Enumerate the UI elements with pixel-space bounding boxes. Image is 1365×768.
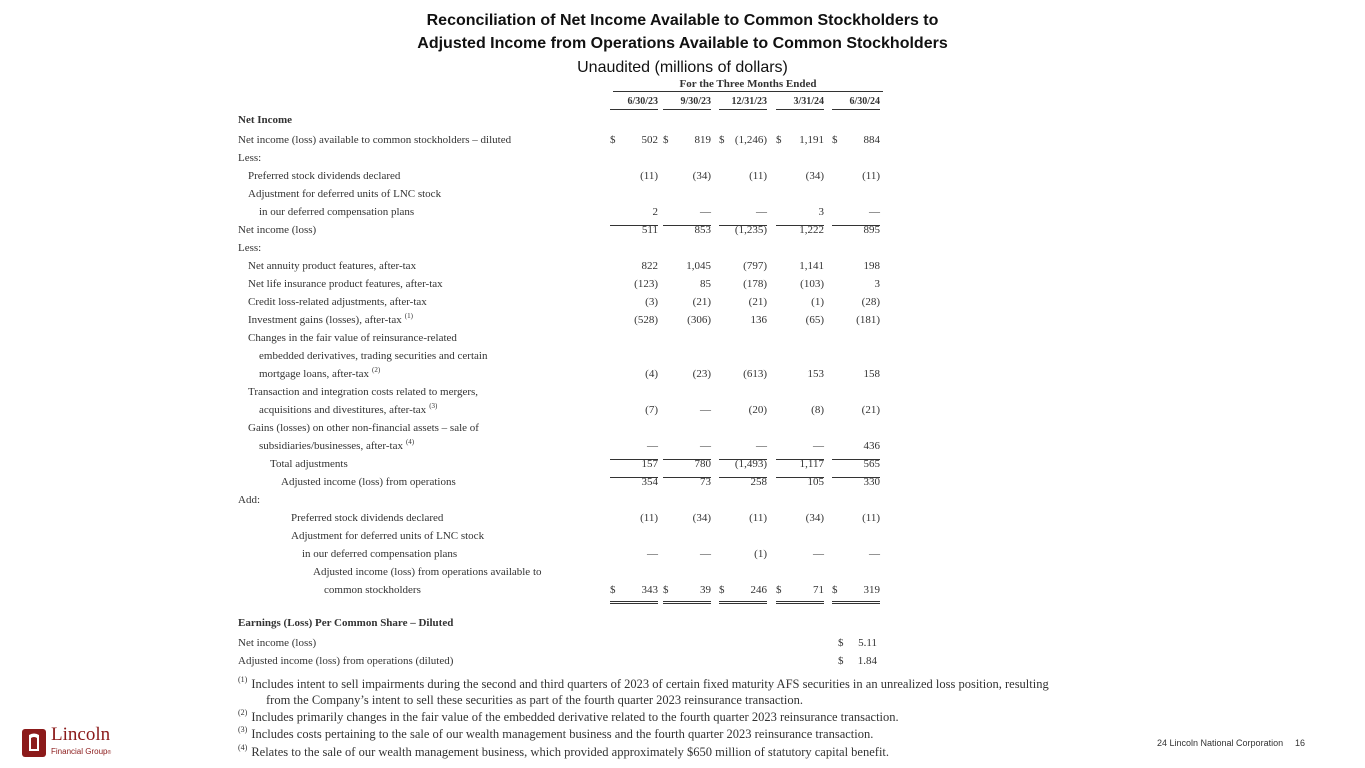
cell-value: 354 (641, 476, 658, 488)
row-label: common stockholders (324, 584, 421, 596)
value-cell (776, 222, 824, 240)
cell-value: (34) (692, 512, 711, 524)
footnote-1-cont: from the Company’s intent to sell these securities as part of the fourth quarter 2023 reinsurance transaction. (266, 693, 803, 707)
cell-value: (23) (692, 368, 711, 380)
cell-value: 330 (863, 476, 880, 488)
value-cell (776, 168, 824, 186)
cell-value: 246 (750, 584, 767, 596)
value-cell (719, 582, 767, 600)
cell-value: (3) (645, 296, 658, 308)
table-row-annuity (0, 258, 1365, 276)
cell-value: (7) (645, 404, 658, 416)
footer-company: 24 Lincoln National Corporation (1157, 738, 1284, 748)
cell-value: — (700, 440, 711, 452)
eps-adjusted-label: Adjusted income (loss) from operations (diluted) (238, 655, 454, 667)
value-cell (610, 312, 658, 330)
cell-value: 3 (874, 278, 880, 290)
row-label: Total adjustments (270, 458, 348, 470)
value-cell (719, 258, 767, 276)
row-label: Adjustment for deferred units of LNC stock (291, 530, 485, 542)
page-title-line1: Reconciliation of Net Income Available to Common Stockholders to (426, 12, 939, 29)
row-label: Add: (238, 494, 260, 506)
row-label: Adjusted income (loss) from operations available to (313, 566, 542, 578)
eps-net-income-currency: $ (838, 637, 844, 649)
cell-value: 502 (641, 134, 658, 146)
value-cell (832, 276, 880, 294)
cell-value: — (756, 440, 767, 452)
currency-symbol: $ (776, 134, 782, 146)
value-cell (610, 258, 658, 276)
logo-subtext-label: Financial Group (51, 747, 108, 756)
cell-value: (34) (805, 170, 824, 182)
value-cell (663, 402, 711, 420)
value-cell (776, 258, 824, 276)
cell-value: (28) (861, 296, 880, 308)
table-row-adj-def3 (0, 528, 1365, 546)
row-label: Gains (losses) on other non-financial assets – sale of (248, 422, 479, 434)
cell-value: (21) (748, 296, 767, 308)
cell-value: (103) (800, 278, 824, 290)
value-cell (832, 258, 880, 276)
currency-symbol: $ (832, 584, 838, 596)
table-row-gains1 (0, 420, 1365, 438)
cell-value: (8) (811, 404, 824, 416)
currency-symbol: $ (663, 584, 669, 596)
table-row-fv3 (0, 366, 1365, 384)
row-label: Credit loss-related adjustments, after-tax (248, 296, 427, 308)
cell-value: 319 (863, 584, 880, 596)
cell-value: (178) (743, 278, 767, 290)
cell-value: 136 (750, 314, 767, 326)
cell-value: — (869, 548, 880, 560)
table-row-trans1 (0, 384, 1365, 402)
cell-value: (528) (634, 314, 658, 326)
value-cell (832, 294, 880, 312)
cell-value: 39 (700, 584, 711, 596)
value-cell (610, 222, 658, 240)
currency-symbol: $ (610, 134, 616, 146)
currency-symbol: $ (719, 134, 725, 146)
value-cell (610, 276, 658, 294)
row-label: acquisitions and divestitures, after-tax $^{(3)}$ (259, 402, 438, 416)
currency-symbol: $ (610, 584, 616, 596)
cell-value: 853 (694, 224, 711, 236)
value-cell (663, 204, 711, 222)
value-cell (663, 474, 711, 492)
cell-value: (1) (754, 548, 767, 560)
value-cell (832, 510, 880, 528)
logo-wordmark: Lincoln (51, 724, 111, 745)
cell-value: 1,191 (799, 134, 824, 146)
period-header: For the Three Months Ended (613, 78, 883, 92)
cell-value: (797) (743, 260, 767, 272)
value-cell (610, 582, 658, 600)
table-row-ni-avail (0, 132, 1365, 150)
value-cell (719, 366, 767, 384)
value-cell (832, 132, 880, 150)
column-header-4: 3/31/24 (776, 96, 824, 110)
cell-value: (123) (634, 278, 658, 290)
cell-value: 822 (641, 260, 658, 272)
footnote-2-mark: (2) (238, 708, 248, 717)
logo-registered-mark: ® (107, 750, 112, 756)
value-cell (663, 366, 711, 384)
row-label: Net income (loss) (238, 224, 317, 236)
row-label: subsidiaries/businesses, after-tax $^{(4)}$ (259, 438, 415, 452)
value-cell (832, 546, 880, 564)
cell-value: (65) (805, 314, 824, 326)
value-cell (610, 204, 658, 222)
cell-value: — (700, 548, 711, 560)
row-label: Preferred stock dividends declared (291, 512, 444, 524)
table-row-fv2 (0, 348, 1365, 366)
footnote-2 (238, 710, 899, 725)
value-cell (719, 438, 767, 456)
value-cell (719, 168, 767, 186)
lincoln-emblem-icon (20, 727, 50, 759)
value-cell (719, 294, 767, 312)
eps-net-income-label: Net income (loss) (238, 637, 317, 649)
value-cell (776, 294, 824, 312)
cell-value: — (756, 206, 767, 218)
cell-value: 565 (863, 458, 880, 470)
cell-value: — (813, 440, 824, 452)
cell-value: (11) (862, 170, 880, 182)
footer-page-number: 16 (1295, 738, 1306, 748)
value-cell (832, 582, 880, 600)
value-cell (610, 510, 658, 528)
column-header-1: 6/30/23 (610, 96, 658, 110)
value-cell (663, 312, 711, 330)
value-cell (776, 276, 824, 294)
value-cell (719, 204, 767, 222)
cell-value: 71 (813, 584, 824, 596)
cell-value: 105 (807, 476, 824, 488)
value-cell (776, 510, 824, 528)
table-row-final1 (0, 564, 1365, 582)
footnote-3 (238, 727, 873, 742)
value-cell (610, 546, 658, 564)
cell-value: 1,222 (799, 224, 824, 236)
footnote-4-mark: (4) (238, 743, 248, 752)
column-header-5: 6/30/24 (832, 96, 880, 110)
table-row-adj-def4 (0, 546, 1365, 564)
row-label: in our deferred compensation plans (302, 548, 458, 560)
cell-value: 3 (818, 206, 824, 218)
currency-symbol: $ (832, 134, 838, 146)
cell-value: (21) (692, 296, 711, 308)
cell-value: (11) (749, 512, 767, 524)
table-row-gains2 (0, 438, 1365, 456)
cell-value: — (647, 548, 658, 560)
value-cell (832, 168, 880, 186)
cell-value: 1,141 (799, 260, 824, 272)
row-label: Less: (238, 152, 262, 164)
value-cell (610, 438, 658, 456)
footnote-4-text: Relates to the sale of our wealth management business, which provided approximately $650 million of statutory capital benefit. (251, 745, 890, 759)
cell-value: (11) (640, 170, 658, 182)
cell-value: 158 (863, 368, 880, 380)
row-label: mortgage loans, after-tax $^{(2)}$ (259, 366, 381, 380)
row-label: Less: (238, 242, 262, 254)
table-row-pref-div2 (0, 510, 1365, 528)
value-cell (663, 168, 711, 186)
cell-value: 2 (652, 206, 658, 218)
footnote-1-line1: Includes intent to sell impairments during the second and third quarters of 2023 of certain fixed maturity AFS securities in an unrealized loss position, resulting (251, 677, 1049, 691)
value-cell (663, 222, 711, 240)
page-title-line2: Adjusted Income from Operations Available to Common Stockholders (417, 35, 948, 52)
cell-value: 780 (694, 458, 711, 470)
cell-value: 511 (641, 224, 658, 236)
value-cell (663, 546, 711, 564)
cell-value: — (700, 206, 711, 218)
value-cell (610, 474, 658, 492)
value-cell (610, 294, 658, 312)
table-row-invest (0, 312, 1365, 330)
cell-value: 819 (694, 134, 711, 146)
value-cell (719, 132, 767, 150)
cell-value: 1,117 (799, 458, 824, 470)
value-cell (663, 294, 711, 312)
currency-symbol: $ (776, 584, 782, 596)
table-row-fv1 (0, 330, 1365, 348)
cell-value: 258 (750, 476, 767, 488)
row-label: Investment gains (losses), after-tax $^{(1)}$ (248, 312, 413, 326)
footnote-1 (238, 677, 1049, 692)
column-header-2: 9/30/23 (663, 96, 711, 110)
row-label: Net income (loss) available to common stockholders – diluted (238, 134, 512, 146)
cell-value: — (647, 440, 658, 452)
logo-subtext (51, 747, 111, 756)
currency-symbol: $ (719, 584, 725, 596)
cell-value: (1,493) (734, 458, 767, 470)
value-cell (719, 222, 767, 240)
value-cell (832, 222, 880, 240)
cell-value: — (700, 404, 711, 416)
value-cell (610, 132, 658, 150)
value-cell (776, 582, 824, 600)
cell-value: — (813, 548, 824, 560)
eps-adjusted-value: 1.84 (857, 655, 877, 667)
cell-value: (613) (743, 368, 767, 380)
value-cell (610, 456, 658, 474)
value-cell (719, 510, 767, 528)
value-cell (663, 582, 711, 600)
eps-adjusted-currency: $ (838, 655, 844, 667)
row-label: Preferred stock dividends declared (248, 170, 401, 182)
cell-value: 343 (641, 584, 658, 596)
lincoln-logo (20, 724, 120, 761)
value-cell (832, 402, 880, 420)
value-cell (663, 258, 711, 276)
cell-value: (20) (748, 404, 767, 416)
footnote-ref: (2) (372, 366, 381, 374)
value-cell (776, 132, 824, 150)
footnote-3-text: Includes costs pertaining to the sale of our wealth management business and the fourth quarter 2023 reinsurance transaction. (251, 727, 874, 741)
value-cell (776, 366, 824, 384)
table-row-add (0, 492, 1365, 510)
value-cell (832, 438, 880, 456)
table-row-less2 (0, 240, 1365, 258)
cell-value: 1,045 (686, 260, 711, 272)
value-cell (776, 456, 824, 474)
footnote-2-text: Includes primarily changes in the fair value of the embedded derivative related to the fourth quarter 2023 reinsurance transaction. (251, 710, 899, 724)
footnote-4 (238, 745, 889, 760)
cell-value: 895 (863, 224, 880, 236)
value-cell (776, 546, 824, 564)
row-label: Net life insurance product features, after-tax (248, 278, 443, 290)
section-net-income: Net Income (238, 114, 293, 126)
value-cell (610, 366, 658, 384)
table-row-net-income (0, 222, 1365, 240)
table-row-credit (0, 294, 1365, 312)
cell-value: 73 (700, 476, 711, 488)
value-cell (663, 510, 711, 528)
table-row-pref-div (0, 168, 1365, 186)
row-label: Net annuity product features, after-tax (248, 260, 417, 272)
table-row-trans2 (0, 402, 1365, 420)
table-row-adj-def2 (0, 204, 1365, 222)
value-cell (663, 456, 711, 474)
cell-value: (21) (861, 404, 880, 416)
footnote-ref: (3) (429, 402, 438, 410)
table-row-adj-def1 (0, 186, 1365, 204)
value-cell (776, 312, 824, 330)
value-cell (719, 546, 767, 564)
value-cell (832, 204, 880, 222)
footnote-ref: (4) (405, 438, 415, 446)
value-cell (719, 474, 767, 492)
row-label: embedded derivatives, trading securities and certain (259, 350, 488, 362)
value-cell (832, 366, 880, 384)
cell-value: (34) (805, 512, 824, 524)
value-cell (610, 168, 658, 186)
value-cell (832, 474, 880, 492)
eps-net-income-value: 5.11 (858, 637, 877, 649)
value-cell (719, 456, 767, 474)
eps-heading: Earnings (Loss) Per Common Share – Diluted (238, 617, 454, 629)
cell-value: (181) (856, 314, 880, 326)
cell-value: 85 (700, 278, 711, 290)
footnote-1-mark: (1) (238, 675, 248, 684)
value-cell (663, 276, 711, 294)
cell-value: (1,246) (734, 134, 767, 146)
cell-value: (1,235) (734, 224, 767, 236)
value-cell (663, 132, 711, 150)
cell-value: (306) (687, 314, 711, 326)
value-cell (832, 312, 880, 330)
value-cell (719, 312, 767, 330)
value-cell (719, 402, 767, 420)
cell-value: (11) (862, 512, 880, 524)
row-label: Adjustment for deferred units of LNC stock (248, 188, 442, 200)
row-label: in our deferred compensation plans (259, 206, 415, 218)
cell-value: (11) (749, 170, 767, 182)
value-cell (610, 402, 658, 420)
column-header-3: 12/31/23 (719, 96, 767, 110)
page-subtitle: Unaudited (millions of dollars) (577, 59, 788, 76)
cell-value: 157 (641, 458, 658, 470)
cell-value: — (869, 206, 880, 218)
cell-value: (1) (811, 296, 824, 308)
row-label: Transaction and integration costs related to mergers, (248, 386, 479, 398)
value-cell (832, 456, 880, 474)
table-row-adj-income (0, 474, 1365, 492)
value-cell (776, 438, 824, 456)
table-row-final2 (0, 582, 1365, 600)
currency-symbol: $ (663, 134, 669, 146)
value-cell (719, 276, 767, 294)
value-cell (776, 402, 824, 420)
cell-value: (34) (692, 170, 711, 182)
value-cell (663, 438, 711, 456)
footnote-ref: (1) (404, 312, 413, 320)
row-label: Changes in the fair value of reinsurance-related (248, 332, 457, 344)
cell-value: 884 (863, 134, 880, 146)
table-row-less1 (0, 150, 1365, 168)
table-row-total-adj (0, 456, 1365, 474)
footnote-3-mark: (3) (238, 725, 248, 734)
row-label: Adjusted income (loss) from operations (281, 476, 456, 488)
value-cell (776, 204, 824, 222)
value-cell (776, 474, 824, 492)
cell-value: 153 (807, 368, 824, 380)
cell-value: (11) (640, 512, 658, 524)
cell-value: 198 (863, 260, 880, 272)
cell-value: (4) (645, 368, 658, 380)
cell-value: 436 (863, 440, 880, 452)
table-row-life (0, 276, 1365, 294)
